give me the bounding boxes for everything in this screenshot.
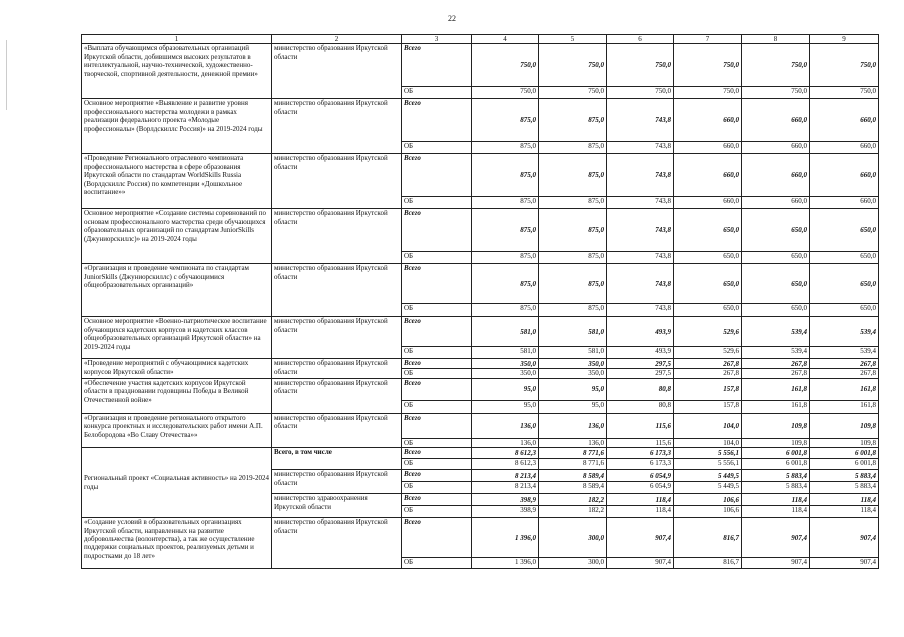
header-col-8: 8 [742, 35, 810, 44]
value-cell: 907,4 [607, 558, 674, 569]
responsible-executor: министерство образования Иркутской области [272, 264, 402, 317]
value-cell: 743,8 [607, 142, 674, 154]
value-cell: 161,8 [810, 378, 879, 400]
funding-source-label: Всего [402, 470, 472, 482]
responsible-executor: Всего, в том числе [272, 448, 402, 470]
funding-source-label: Всего [402, 378, 472, 400]
value-cell: 5 883,4 [810, 482, 879, 494]
value-cell: 8 589,4 [539, 482, 607, 494]
value-cell: 6 173,3 [607, 448, 674, 459]
value-cell: 5 449,5 [674, 470, 742, 482]
table-row [82, 99, 879, 142]
value-cell: 1 396,0 [472, 518, 539, 558]
value-cell: 104,0 [674, 413, 742, 438]
value-cell: 115,6 [607, 413, 674, 438]
value-cell: 6 173,3 [607, 459, 674, 470]
value-cell: 157,8 [674, 400, 742, 413]
value-cell: 875,0 [539, 304, 607, 317]
value-cell: 267,8 [742, 369, 810, 378]
value-cell: 136,0 [472, 438, 539, 447]
value-cell: 136,0 [539, 413, 607, 438]
funding-source-label: ОБ [402, 197, 472, 209]
value-cell: 5 883,4 [742, 470, 810, 482]
value-cell: 660,0 [810, 197, 879, 209]
activity-description: «Обеспечение участия кадетских корпусов Иркутской области в праздновании годовщины Победы в Великой Отечественной войне» [82, 378, 272, 413]
funding-source-label: ОБ [402, 369, 472, 378]
value-cell: 8 771,6 [539, 448, 607, 459]
header-col-1: 1 [82, 35, 272, 44]
value-cell: 660,0 [674, 154, 742, 197]
value-cell: 493,9 [607, 317, 674, 347]
value-cell: 109,8 [742, 438, 810, 447]
value-cell: 660,0 [742, 142, 810, 154]
budget-table [81, 34, 879, 569]
value-cell: 875,0 [472, 197, 539, 209]
value-cell: 109,8 [810, 413, 879, 438]
value-cell: 157,8 [674, 378, 742, 400]
funding-source-label: ОБ [402, 438, 472, 447]
funding-source-label: Всего [402, 359, 472, 369]
value-cell: 743,8 [607, 304, 674, 317]
responsible-executor: министерство образования Иркутской области [272, 518, 402, 569]
value-cell: 750,0 [539, 44, 607, 87]
funding-source-label: Всего [402, 264, 472, 304]
value-cell: 8 612,3 [472, 459, 539, 470]
value-cell: 907,4 [607, 518, 674, 558]
value-cell: 8 213,4 [472, 482, 539, 494]
value-cell: 875,0 [472, 154, 539, 197]
value-cell: 350,0 [539, 359, 607, 369]
responsible-executor: министерство образования Иркутской области [272, 359, 402, 378]
value-cell: 875,0 [472, 252, 539, 264]
value-cell: 539,4 [810, 317, 879, 347]
value-cell: 104,0 [674, 438, 742, 447]
header-col-6: 6 [607, 35, 674, 44]
value-cell: 743,8 [607, 99, 674, 142]
header-col-4: 4 [472, 35, 539, 44]
value-cell: 5 883,4 [742, 482, 810, 494]
activity-description: Основное мероприятие «Выявление и развитие уровня профессионального мастерства молодежи в рамках реализации федерального проекта «Молодые профессионалы» (Ворлдскиллс Россия)» на 2019-2024 годы [82, 99, 272, 154]
value-cell: 267,8 [810, 359, 879, 369]
activity-description: Основное мероприятие «Военно-патриотическое воспитание обучающихся кадетских корпусов и кадетских классов общеобразовательных организаций Иркутской области» на 2019-2024 годы [82, 317, 272, 359]
value-cell: 750,0 [607, 44, 674, 87]
value-cell: 660,0 [674, 142, 742, 154]
value-cell: 5 556,1 [674, 459, 742, 470]
value-cell: 750,0 [810, 44, 879, 87]
activity-description: «Организация и проведение чемпионата по стандартам JuniorSkills (Джуниорскиллс) с обучающимися общеобразовательных организаций» [82, 264, 272, 317]
scan-edge-mark [6, 40, 7, 110]
value-cell: 750,0 [472, 44, 539, 87]
value-cell: 750,0 [742, 44, 810, 87]
activity-description: Основное мероприятие «Создание системы соревнований по основам профессионального мастерства среди обучающихся образовательных организаций по стандартам JuniorSkills (Джуниорскиллс)» на 2019-2024 годы [82, 209, 272, 264]
responsible-executor: министерство образования Иркутской области [272, 413, 402, 447]
value-cell: 1 396,0 [472, 558, 539, 569]
regional-project-description: Региональный проект «Социальная активность» на 2019-2024 годы [82, 448, 272, 518]
value-cell: 750,0 [472, 87, 539, 99]
value-cell: 875,0 [472, 99, 539, 142]
activity-description: «Выплата обучающимся образовательных организаций Иркутской области, добившимся высоких результатов в интеллектуальной, научно-технической, художественно-творческой, спортивной деятельности, денежной премии» [82, 44, 272, 99]
value-cell: 650,0 [674, 264, 742, 304]
value-cell: 743,8 [607, 197, 674, 209]
value-cell: 875,0 [539, 252, 607, 264]
value-cell: 875,0 [472, 264, 539, 304]
value-cell: 106,6 [674, 494, 742, 506]
responsible-executor: министерство образования Иркутской области [272, 44, 402, 99]
value-cell: 660,0 [810, 142, 879, 154]
value-cell: 6 001,8 [810, 459, 879, 470]
funding-source-label: ОБ [402, 459, 472, 470]
table-row [82, 317, 879, 347]
value-cell: 267,8 [674, 359, 742, 369]
value-cell: 660,0 [742, 154, 810, 197]
value-cell: 6 054,9 [607, 470, 674, 482]
value-cell: 161,8 [742, 378, 810, 400]
value-cell: 650,0 [674, 252, 742, 264]
value-cell: 106,6 [674, 506, 742, 518]
value-cell: 109,8 [742, 413, 810, 438]
responsible-executor: министерство образования Иркутской области [272, 470, 402, 494]
table-row [82, 413, 879, 438]
header-col-7: 7 [674, 35, 742, 44]
value-cell: 816,7 [674, 558, 742, 569]
responsible-executor: министерство образования Иркутской области [272, 154, 402, 209]
value-cell: 182,2 [539, 506, 607, 518]
funding-source-label: Всего [402, 317, 472, 347]
value-cell: 118,4 [810, 506, 879, 518]
funding-source-label: ОБ [402, 506, 472, 518]
value-cell: 118,4 [810, 494, 879, 506]
funding-source-label: ОБ [402, 142, 472, 154]
value-cell: 650,0 [742, 252, 810, 264]
value-cell: 660,0 [742, 99, 810, 142]
value-cell: 650,0 [810, 264, 879, 304]
value-cell: 6 054,9 [607, 482, 674, 494]
value-cell: 539,4 [742, 317, 810, 347]
value-cell: 95,0 [539, 400, 607, 413]
value-cell: 875,0 [539, 154, 607, 197]
funding-source-label: ОБ [402, 482, 472, 494]
responsible-executor: министерство образования Иркутской области [272, 209, 402, 264]
value-cell: 350,0 [472, 359, 539, 369]
funding-source-label: Всего [402, 448, 472, 459]
value-cell: 5 449,5 [674, 482, 742, 494]
responsible-executor: министерство образования Иркутской области [272, 378, 402, 413]
funding-source-label: Всего [402, 154, 472, 197]
header-row [82, 35, 879, 44]
value-cell: 5 556,1 [674, 448, 742, 459]
responsible-executor: министерство образования Иркутской области [272, 317, 402, 359]
value-cell: 161,8 [810, 400, 879, 413]
table-row [82, 518, 879, 558]
value-cell: 136,0 [539, 438, 607, 447]
value-cell: 115,6 [607, 438, 674, 447]
value-cell: 743,8 [607, 252, 674, 264]
table-row [82, 44, 879, 87]
funding-source-label: ОБ [402, 558, 472, 569]
value-cell: 875,0 [539, 209, 607, 252]
value-cell: 875,0 [472, 304, 539, 317]
value-cell: 650,0 [810, 209, 879, 252]
value-cell: 539,4 [810, 347, 879, 359]
value-cell: 650,0 [674, 209, 742, 252]
value-cell: 650,0 [742, 264, 810, 304]
value-cell: 750,0 [810, 87, 879, 99]
activity-description: «Проведение Регионального отраслевого чемпионата профессионального мастерства в сфере образования Иркутской области по стандартам WorldSkills Russia (Ворлдскиллс Россия) по компетенции «Дошкольное воспитание»» [82, 154, 272, 209]
value-cell: 118,4 [742, 494, 810, 506]
value-cell: 750,0 [674, 44, 742, 87]
header-col-2: 2 [272, 35, 402, 44]
value-cell: 8 589,4 [539, 470, 607, 482]
value-cell: 750,0 [674, 87, 742, 99]
funding-source-label: ОБ [402, 252, 472, 264]
value-cell: 816,7 [674, 518, 742, 558]
value-cell: 660,0 [742, 197, 810, 209]
value-cell: 743,8 [607, 264, 674, 304]
value-cell: 660,0 [810, 154, 879, 197]
value-cell: 8 771,6 [539, 459, 607, 470]
funding-source-label: ОБ [402, 347, 472, 359]
activity-description: «Создание условий в образовательных организациях Иркутской области, направленных на развитие добровольчества (волонтерства), а так же осуществление поддержки социальных проектов, реализуемых детьми и подростками до 18 лет» [82, 518, 272, 569]
value-cell: 650,0 [810, 252, 879, 264]
value-cell: 650,0 [742, 209, 810, 252]
table-row [82, 448, 879, 459]
value-cell: 80,8 [607, 378, 674, 400]
funding-source-label: ОБ [402, 304, 472, 317]
value-cell: 297,5 [607, 369, 674, 378]
value-cell: 136,0 [472, 413, 539, 438]
funding-source-label: Всего [402, 44, 472, 87]
value-cell: 6 001,8 [742, 448, 810, 459]
value-cell: 650,0 [674, 304, 742, 317]
table-row [82, 359, 879, 369]
value-cell: 95,0 [472, 400, 539, 413]
funding-source-label: Всего [402, 518, 472, 558]
value-cell: 907,4 [810, 558, 879, 569]
value-cell: 660,0 [674, 197, 742, 209]
page-number: 22 [448, 14, 456, 23]
value-cell: 182,2 [539, 494, 607, 506]
funding-source-label: Всего [402, 209, 472, 252]
value-cell: 5 883,4 [810, 470, 879, 482]
funding-source-label: ОБ [402, 87, 472, 99]
value-cell: 267,8 [810, 369, 879, 378]
value-cell: 350,0 [472, 369, 539, 378]
value-cell: 529,6 [674, 317, 742, 347]
table-row [82, 264, 879, 304]
value-cell: 750,0 [607, 87, 674, 99]
value-cell: 650,0 [810, 304, 879, 317]
value-cell: 118,4 [742, 506, 810, 518]
table-row [82, 154, 879, 197]
table-body [82, 44, 879, 569]
value-cell: 581,0 [539, 347, 607, 359]
value-cell: 907,4 [810, 518, 879, 558]
value-cell: 660,0 [674, 99, 742, 142]
value-cell: 95,0 [539, 378, 607, 400]
value-cell: 267,8 [674, 369, 742, 378]
value-cell: 660,0 [810, 99, 879, 142]
value-cell: 750,0 [742, 87, 810, 99]
header-col-3: 3 [402, 35, 472, 44]
value-cell: 875,0 [539, 197, 607, 209]
value-cell: 875,0 [472, 209, 539, 252]
value-cell: 539,4 [742, 347, 810, 359]
value-cell: 80,8 [607, 400, 674, 413]
value-cell: 581,0 [539, 317, 607, 347]
value-cell: 493,9 [607, 347, 674, 359]
value-cell: 743,8 [607, 154, 674, 197]
value-cell: 750,0 [539, 87, 607, 99]
value-cell: 398,9 [472, 494, 539, 506]
value-cell: 875,0 [539, 142, 607, 154]
table-row [82, 209, 879, 252]
funding-source-label: Всего [402, 494, 472, 506]
table-row [82, 378, 879, 400]
header-col-5: 5 [539, 35, 607, 44]
activity-description: «Проведение мероприятий с обучающимися кадетских корпусов Иркутской области» [82, 359, 272, 378]
value-cell: 95,0 [472, 378, 539, 400]
value-cell: 118,4 [607, 506, 674, 518]
value-cell: 581,0 [472, 317, 539, 347]
value-cell: 907,4 [742, 558, 810, 569]
header-col-9: 9 [810, 35, 879, 44]
value-cell: 8 612,3 [472, 448, 539, 459]
activity-description: «Организация и проведение регионального открытого конкурса проектных и исследовательских работ имени А.П. Белобородова «Во Славу Отечества»» [82, 413, 272, 447]
value-cell: 907,4 [742, 518, 810, 558]
value-cell: 267,8 [742, 359, 810, 369]
value-cell: 875,0 [472, 142, 539, 154]
value-cell: 109,8 [810, 438, 879, 447]
value-cell: 300,0 [539, 558, 607, 569]
funding-source-label: ОБ [402, 400, 472, 413]
value-cell: 398,9 [472, 506, 539, 518]
funding-source-label: Всего [402, 99, 472, 142]
value-cell: 650,0 [742, 304, 810, 317]
responsible-executor: министерство здравоохранения Иркутской области [272, 494, 402, 518]
value-cell: 350,0 [539, 369, 607, 378]
value-cell: 581,0 [472, 347, 539, 359]
value-cell: 8 213,4 [472, 470, 539, 482]
value-cell: 6 001,8 [810, 448, 879, 459]
value-cell: 300,0 [539, 518, 607, 558]
value-cell: 161,8 [742, 400, 810, 413]
value-cell: 118,4 [607, 494, 674, 506]
funding-source-label: Всего [402, 413, 472, 438]
value-cell: 743,8 [607, 209, 674, 252]
value-cell: 6 001,8 [742, 459, 810, 470]
value-cell: 875,0 [539, 99, 607, 142]
value-cell: 529,6 [674, 347, 742, 359]
value-cell: 297,5 [607, 359, 674, 369]
value-cell: 875,0 [539, 264, 607, 304]
responsible-executor: министерство образования Иркутской области [272, 99, 402, 154]
